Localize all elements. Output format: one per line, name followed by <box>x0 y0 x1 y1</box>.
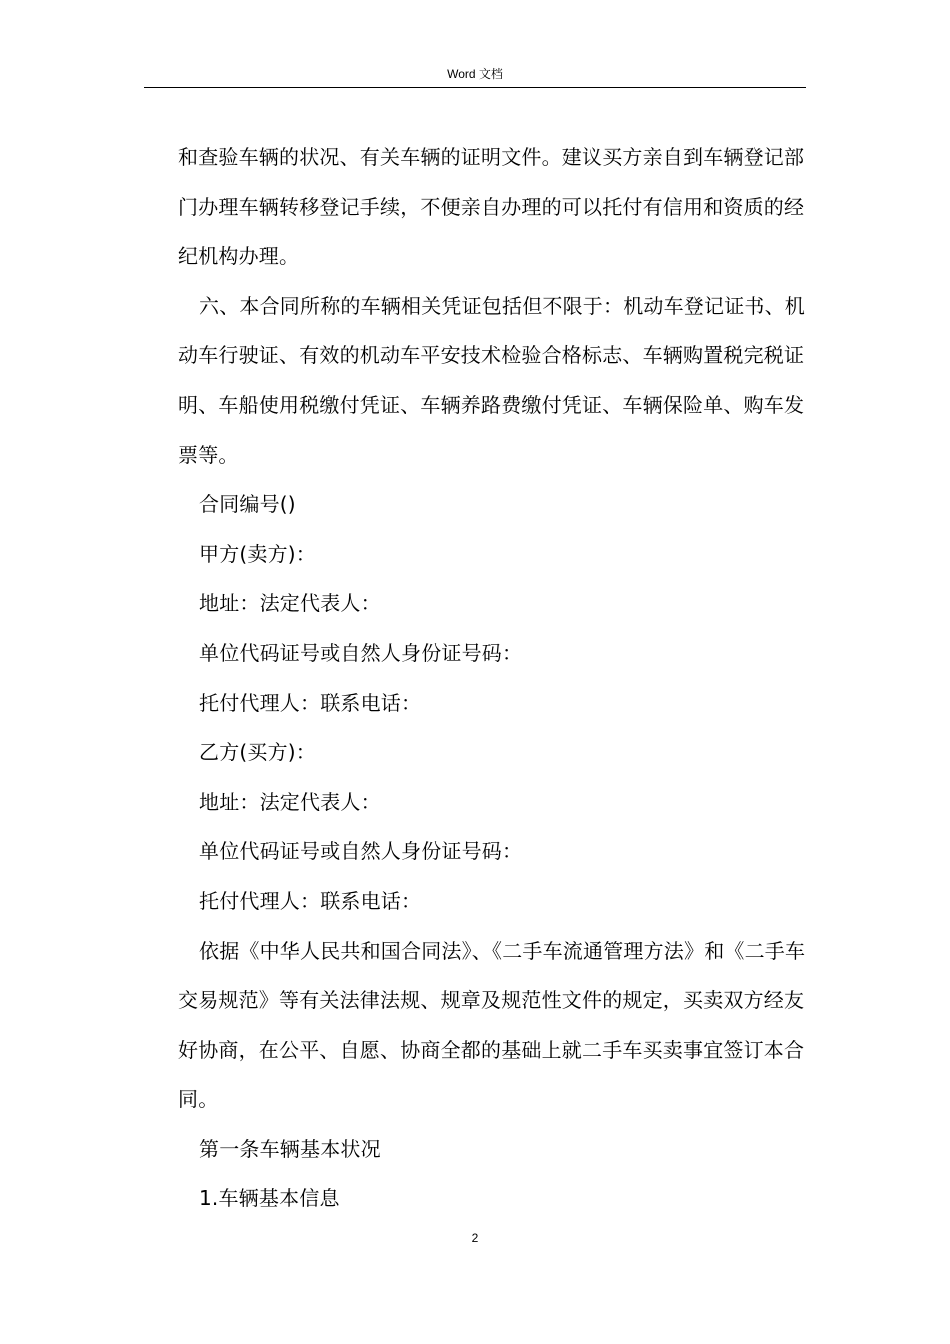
party-a-id-line: 单位代码证号或自然人身份证号码： <box>199 640 523 665</box>
party-b-address-line: 地址：法定代表人： <box>199 789 381 814</box>
paragraph-article-six: 六、本合同所称的车辆相关凭证包括但不限于：机动车登记证书、机动车行驶证、有效的机动车平安技术检验合格标志、车辆购置税完税证明、车船使用税缴付凭证、车辆养路费缴付凭证、车辆保险单、购车发票等。 <box>178 293 805 467</box>
party-b-line: 乙方(买方)： <box>199 740 317 765</box>
party-a-address-line: 地址：法定代表人： <box>199 591 381 616</box>
paragraph-vehicle-inspection: 和查验车辆的状况、有关车辆的证明文件。建议买方亲自到车辆登记部门办理车辆转移登记手续，不便亲自办理的可以托付有信用和资质的经纪机构办理。 <box>178 145 805 269</box>
party-a-line: 甲方(卖方)： <box>199 541 317 566</box>
document-body <box>178 133 818 1224</box>
section-vehicle-info-heading: 1.车辆基本信息 <box>199 1186 340 1211</box>
article-one-heading: 第一条车辆基本状况 <box>199 1136 381 1161</box>
page-number: 2 <box>471 1231 479 1245</box>
party-a-agent-line: 托付代理人：联系电话： <box>199 690 422 715</box>
paragraph-legal-basis: 依据《中华人民共和国合同法》、《二手车流通管理方法》和《二手车交易规范》等有关法律法规、规章及规范性文件的规定，买卖双方经友好协商，在公平、自愿、协商全都的基础上就二手车买卖事宜签订本合同。 <box>178 938 806 1112</box>
party-b-id-line: 单位代码证号或自然人身份证号码： <box>199 839 523 864</box>
page-header: Word 文档 <box>447 67 503 81</box>
contract-number-line: 合同编号() <box>199 492 296 517</box>
party-b-agent-line: 托付代理人：联系电话： <box>199 888 422 913</box>
header-divider <box>144 87 806 88</box>
